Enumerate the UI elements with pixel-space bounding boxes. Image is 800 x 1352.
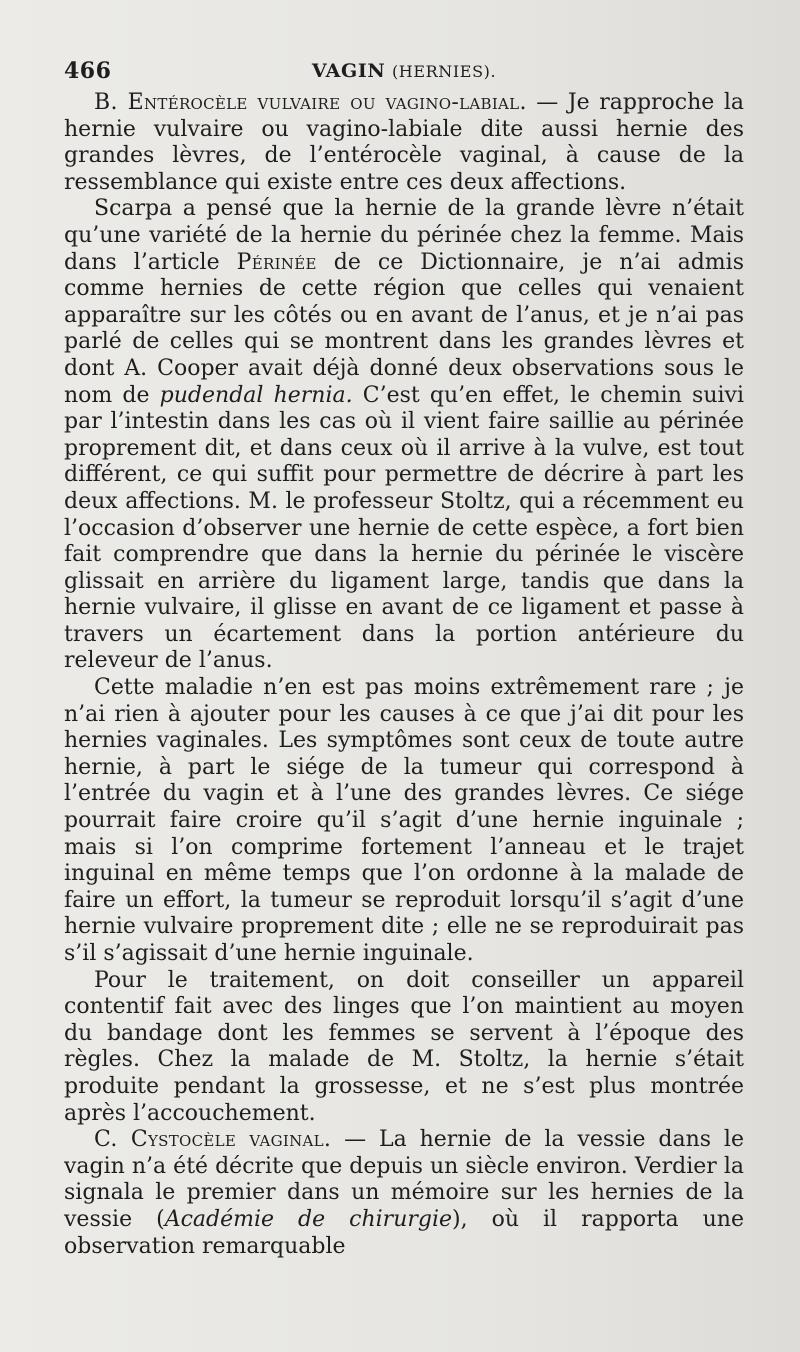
section-c-dash: — xyxy=(331,1127,379,1153)
paragraph-symptoms: Cette maladie n’en est pas moins extrêmement rare ; je n’ai rien à ajouter pour les causes à ce que j’ai dit pour les hernies vaginales. Les symptômes sont ceux de toute autre hernie, à part le siége de la tumeur qui correspond à l’entrée du vagin et à l’une des grandes lèvres. Ce siége pourrait faire croire qu’il s’agit d’une hernie inguinale ; mais si l’on comprime fortement l’anneau et le trajet inguinal en même temps que l’on ordonne à la malade de faire un effort, la tumeur se reproduit lorsqu’il s’agit d’une hernie vulvaire proprement dite ; elle ne se reproduirait pas s’il s’agissait d’une hernie inguinale. xyxy=(64,675,744,966)
section-b-text: Je rapproche la hernie vulvaire ou vagino-labiale dite aussi hernie des grandes lèvres, de l’entérocèle vaginal, à cause de la ressemblance qui existe entre ces deux affections. xyxy=(64,90,744,195)
body-text xyxy=(64,90,744,1260)
page-number: 466 xyxy=(64,58,112,84)
paragraph-text: de ce Dictionnaire, je n’ai admis comme hernies de cette région que celles qui venaient apparaître sur les côtés ou en avant de l’anus, et je n’ai pas parlé de celles qui se montrent dans les grandes lèvres et dont A. Cooper avait déjà donné deux observations sous le nom de xyxy=(64,249,744,408)
running-head-subtitle: (HERNIES). xyxy=(391,62,497,81)
section-b-heading: B. Entérocèle vulvaire ou vagino-labial. xyxy=(94,90,527,115)
italic-term: pudendal hernia. xyxy=(159,382,353,408)
article-reference: Périnée xyxy=(236,249,317,275)
running-head xyxy=(64,60,744,82)
paragraph-c-intro xyxy=(64,1127,744,1260)
paragraph-scarpa xyxy=(64,196,744,675)
section-c-heading: C. Cystocèle vaginal. xyxy=(94,1127,332,1153)
italic-reference: Académie de chirurgie xyxy=(164,1206,453,1232)
paragraph-treatment: Pour le traitement, on doit conseiller un appareil contentif fait avec des linges que l’on maintient au moyen du bandage dont les femmes se servent à l’époque des règles. Chez la malade de M. Stoltz, la hernie s’était produite pendant la grossesse, et ne s’est plus montrée après l’accouchement. xyxy=(64,967,744,1126)
paragraph-text: ), où il rapporta une observation remarquable xyxy=(64,1206,744,1259)
paragraph-text: Scarpa a pensé que la hernie de la grande lèvre n’était qu’une variété de la hernie du périnée chez la femme. Mais dans l’article xyxy=(64,196,744,275)
section-b-dash: — xyxy=(526,90,568,115)
paragraph-text: La hernie de la vessie dans le vagin n’a été décrite que depuis un siècle environ. Verdier la signala le premier dans un mémoire sur les hernies de la vessie ( xyxy=(64,1127,744,1232)
running-head-title: VAGIN xyxy=(311,60,386,82)
paragraph-text: C’est qu’en effet, le chemin suivi par l’intestin dans les cas où il vient faire saillie au périnée proprement dit, et dans ceux où il arrive à la vulve, est tout différent, ce qui suffit pour permettre de décrire à part les deux affections. M. le professeur Stoltz, qui a récemment eu l’occasion d’observer une hernie de cette espèce, a fort bien fait comprendre que dans la hernie du périnée le viscère glissait en arrière du ligament large, tandis que dans la hernie vulvaire, il glisse en avant de ce ligament et passe à travers un écartement dans la portion antérieure du releveur de l’anus. xyxy=(64,382,744,674)
paragraph-b-intro xyxy=(64,90,744,196)
